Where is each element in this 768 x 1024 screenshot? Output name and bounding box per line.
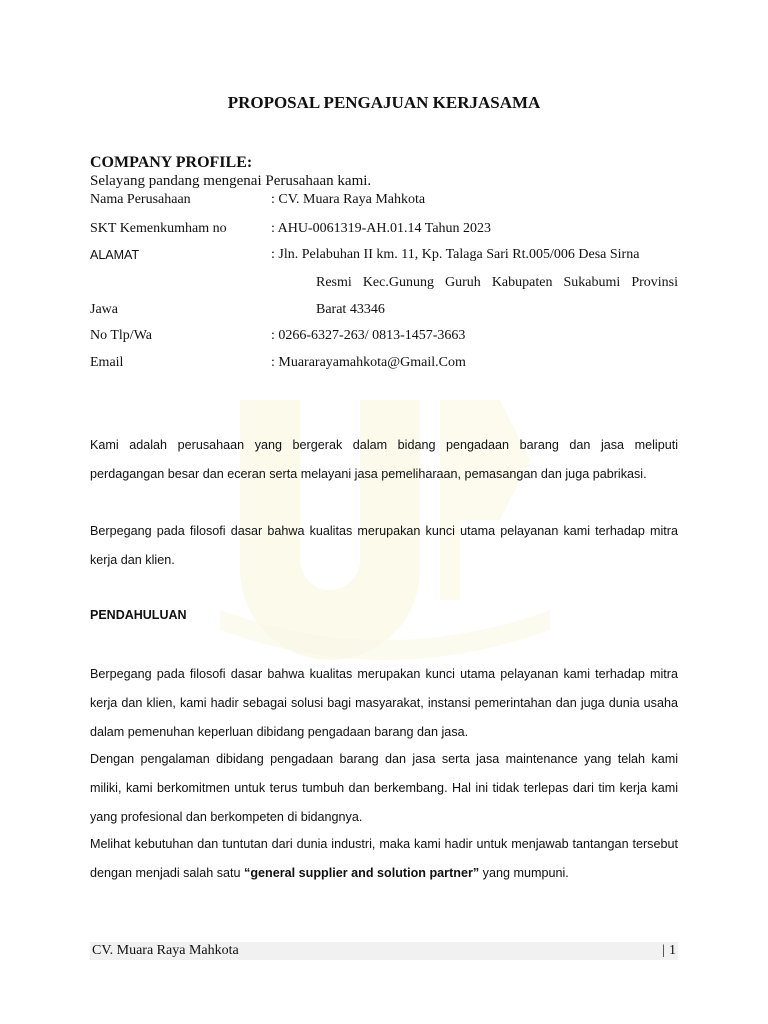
paragraph-3-text-start: Melihat kebutuhan dan tuntutan dari dunia industri, maka kami hadir untuk menjawab tantangan tersebut dengan menjadi salah satu [90,837,678,880]
pendahuluan-heading: PENDAHULUAN [90,608,187,622]
value-address-line3: Barat 43346 [316,302,385,317]
company-profile-intro: Selayang pandang mengenai Perusahaan kami. [90,173,372,189]
document-title: PROPOSAL PENGAJUAN KERJASAMA [227,93,541,112]
label-skt: SKT Kemenkumham no [90,221,227,236]
footer-separator: | [662,943,665,958]
company-profile-heading: COMPANY PROFILE: [90,154,253,171]
paragraph-3-text-end: yang mumpuni. [479,865,569,880]
footer-page-number: 1 [669,943,676,958]
value-phone: : 0266-6327-263/ 0813-1457-3663 [271,328,466,343]
pendahuluan-paragraph-2: Dengan pengalaman dibidang pengadaan barang dan jasa serta jasa maintenance yang telah kami miliki, kami berkomitmen untuk terus tumbuh dan berkembang. Hal ini tidak terlepas dari tim kerja kami yang profesional dan berkompeten di bidangnya. [90,752,678,824]
value-address-line1: : Jln. Pelabuhan II km. 11, Kp. Talaga Sari Rt.005/006 Desa Sirna [271,247,640,262]
label-jawa: Jawa [90,302,118,317]
footer-company: CV. Muara Raya Mahkota [92,943,239,958]
label-address: ALAMAT [90,248,140,262]
label-company-name: Nama Perusahaan [90,192,191,207]
label-email: Email [90,355,124,370]
value-address-line2: Resmi Kec.Gunung Guruh Kabupaten Sukabumi Provinsi [316,275,678,290]
about-paragraph-1: Kami adalah perusahaan yang bergerak dalam bidang pengadaan barang dan jasa meliputi perdagangan besar dan eceran serta melayani jasa pemeliharaan, pemasangan dan juga pabrikasi. [90,438,678,481]
value-company-name: : CV. Muara Raya Mahkota [271,192,426,207]
value-email: : Muararayamahkota@Gmail.Com [271,355,466,370]
footer-page [662,943,676,959]
pendahuluan-paragraph-3 [90,830,678,888]
label-phone: No Tlp/Wa [90,328,152,343]
pendahuluan-paragraph-1: Berpegang pada filosofi dasar bahwa kualitas merupakan kunci utama pelayanan kami terhadap mitra kerja dan klien, kami hadir sebagai solusi bagi masyarakat, instansi pemerintahan dan juga dunia usaha dalam pemenuhan keperluan dibidang pengadaan barang dan jasa. [90,667,678,739]
about-paragraph-2: Berpegang pada filosofi dasar bahwa kualitas merupakan kunci utama pelayanan kami terhadap mitra kerja dan klien. [90,524,678,567]
watermark-logo [200,360,570,660]
paragraph-3-bold-phrase: “general supplier and solution partner” [244,865,480,880]
value-skt: : AHU-0061319-AH.01.14 Tahun 2023 [271,221,492,236]
